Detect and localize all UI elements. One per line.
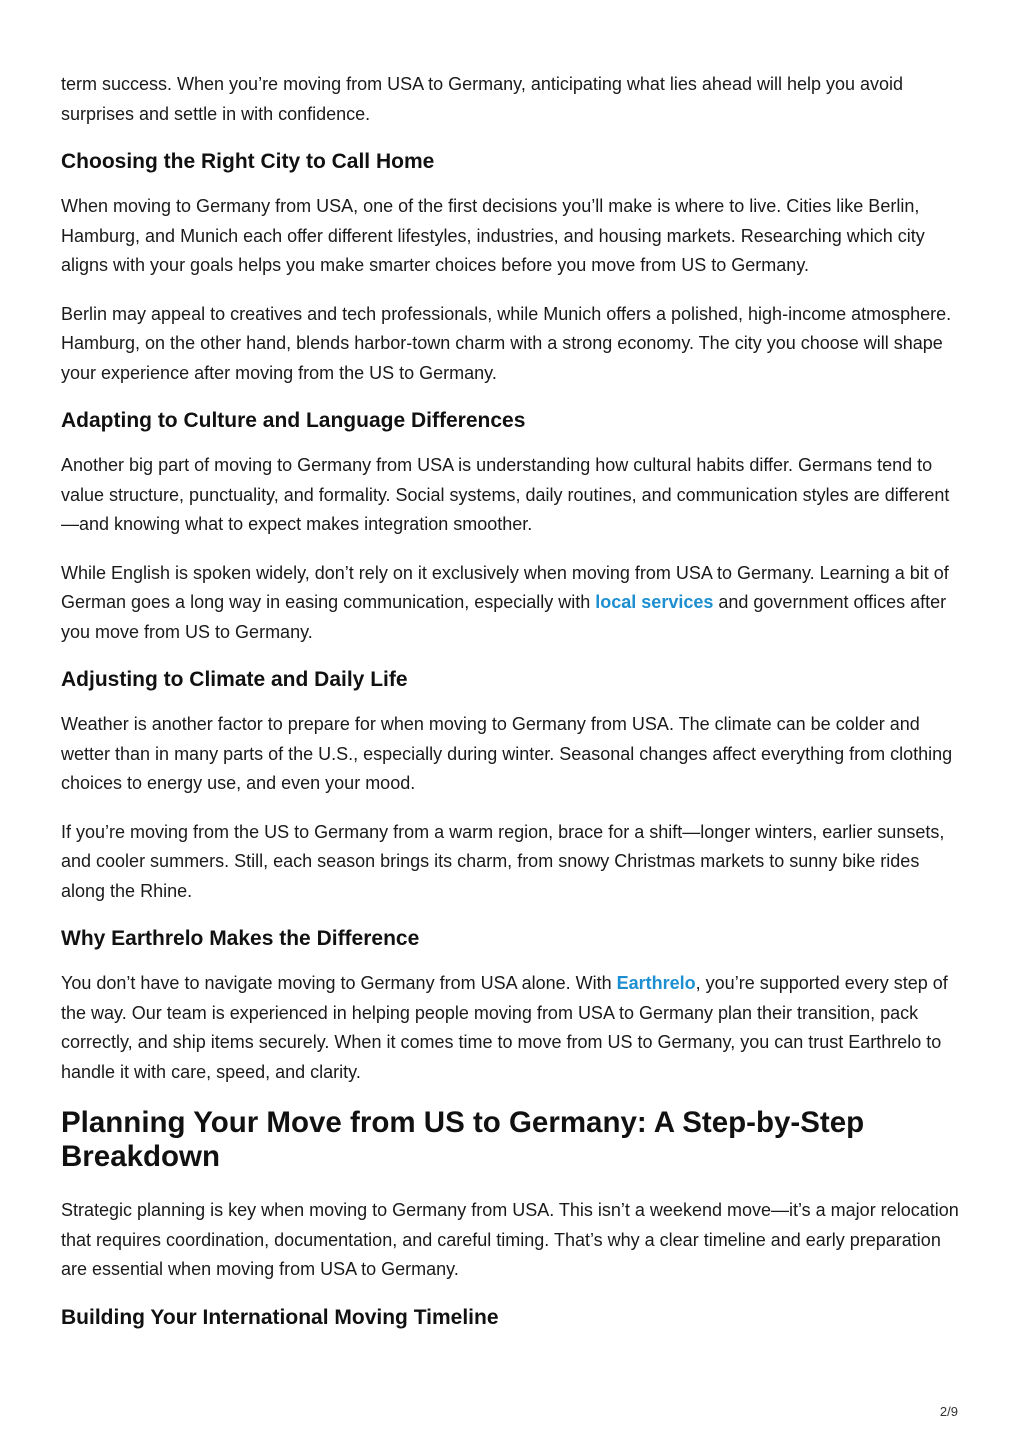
paragraph-city-1: When moving to Germany from USA, one of the first decisions you’ll make is where to live. Cities like Berlin, Hamburg, and Munich each offer different lifestyles, industries, and housing markets. Researching which city aligns with your goals helps you make smarter choices before you move from US to Germany. — [61, 196, 925, 275]
page-number: 2/9 — [939, 1404, 958, 1419]
paragraph-earthrelo-text-a: You don’t have to navigate moving to Germany from USA alone. With — [61, 973, 617, 993]
paragraph-earthrelo-text-b: , you’re supported every step of the way. Our team is experienced in helping people moving from USA to Germany plan their transition, pack correctly, and ship items securely. When it comes time to move from US to Germany, you can trust Earthrelo to handle it with care, speed, and clarity. — [61, 973, 948, 1082]
paragraph-planning: Strategic planning is key when moving to Germany from USA. This isn’t a weekend move—it’s a major relocation that requires coordination, documentation, and careful timing. That’s why a clear timeline and early preparation are essential when moving from USA to Germany. — [61, 1200, 959, 1279]
heading-moving-timeline: Building Your International Moving Timeline — [61, 1305, 499, 1329]
local-services-link[interactable]: local services — [595, 592, 714, 612]
paragraph-intro: term success. When you’re moving from USA to Germany, anticipating what lies ahead will help you avoid surprises and settle in with confidence. — [61, 74, 904, 124]
heading-climate-daily-life: Adjusting to Climate and Daily Life — [61, 668, 408, 691]
paragraph-climate-2: If you’re moving from the US to Germany from a warm region, brace for a shift—longer winters, earlier sunsets, and cooler summers. Still, each season brings its charm, from snowy Christmas markets to sunny bike rides along the Rhine. — [61, 821, 945, 901]
document-page — [61, 70, 965, 1348]
paragraph-culture-1: Another big part of moving to Germany from USA is understanding how cultural habits differ. Germans tend to value structure, punctuality, and formality. Social systems, daily routines, and communication styles are different—and knowing what to expect makes integration smoother. — [61, 455, 950, 534]
heading-culture-language: Adapting to Culture and Language Differences — [61, 409, 526, 432]
heading-planning-your-move: Planning Your Move from US to Germany: A Step-by-Step Breakdown — [61, 1106, 865, 1173]
earthrelo-link[interactable]: Earthrelo — [616, 973, 696, 993]
heading-why-earthrelo: Why Earthrelo Makes the Difference — [61, 927, 420, 950]
heading-choosing-city: Choosing the Right City to Call Home — [61, 150, 435, 173]
paragraph-culture-2-text-a: While English is spoken widely, don’t rely on it exclusively when moving from USA to Germany. Learning a bit of German goes a long way in easing communication, especially with — [61, 562, 949, 612]
paragraph-climate-1: Weather is another factor to prepare for when moving to Germany from USA. The climate can be colder and wetter than in many parts of the U.S., especially during winter. Seasonal changes affect everything from clothing choices to energy use, and even your mood. — [61, 714, 953, 793]
paragraph-culture-2 — [61, 559, 965, 648]
paragraph-earthrelo — [61, 969, 965, 1087]
paragraph-city-2: Berlin may appeal to creatives and tech professionals, while Munich offers a polished, high-income atmosphere. Hamburg, on the other hand, blends harbor-town charm with a strong economy. The city you choose will shape your experience after moving from the US to Germany. — [61, 303, 952, 383]
paragraph-culture-2-text-b: and government offices after you move from US to Germany. — [61, 592, 947, 642]
